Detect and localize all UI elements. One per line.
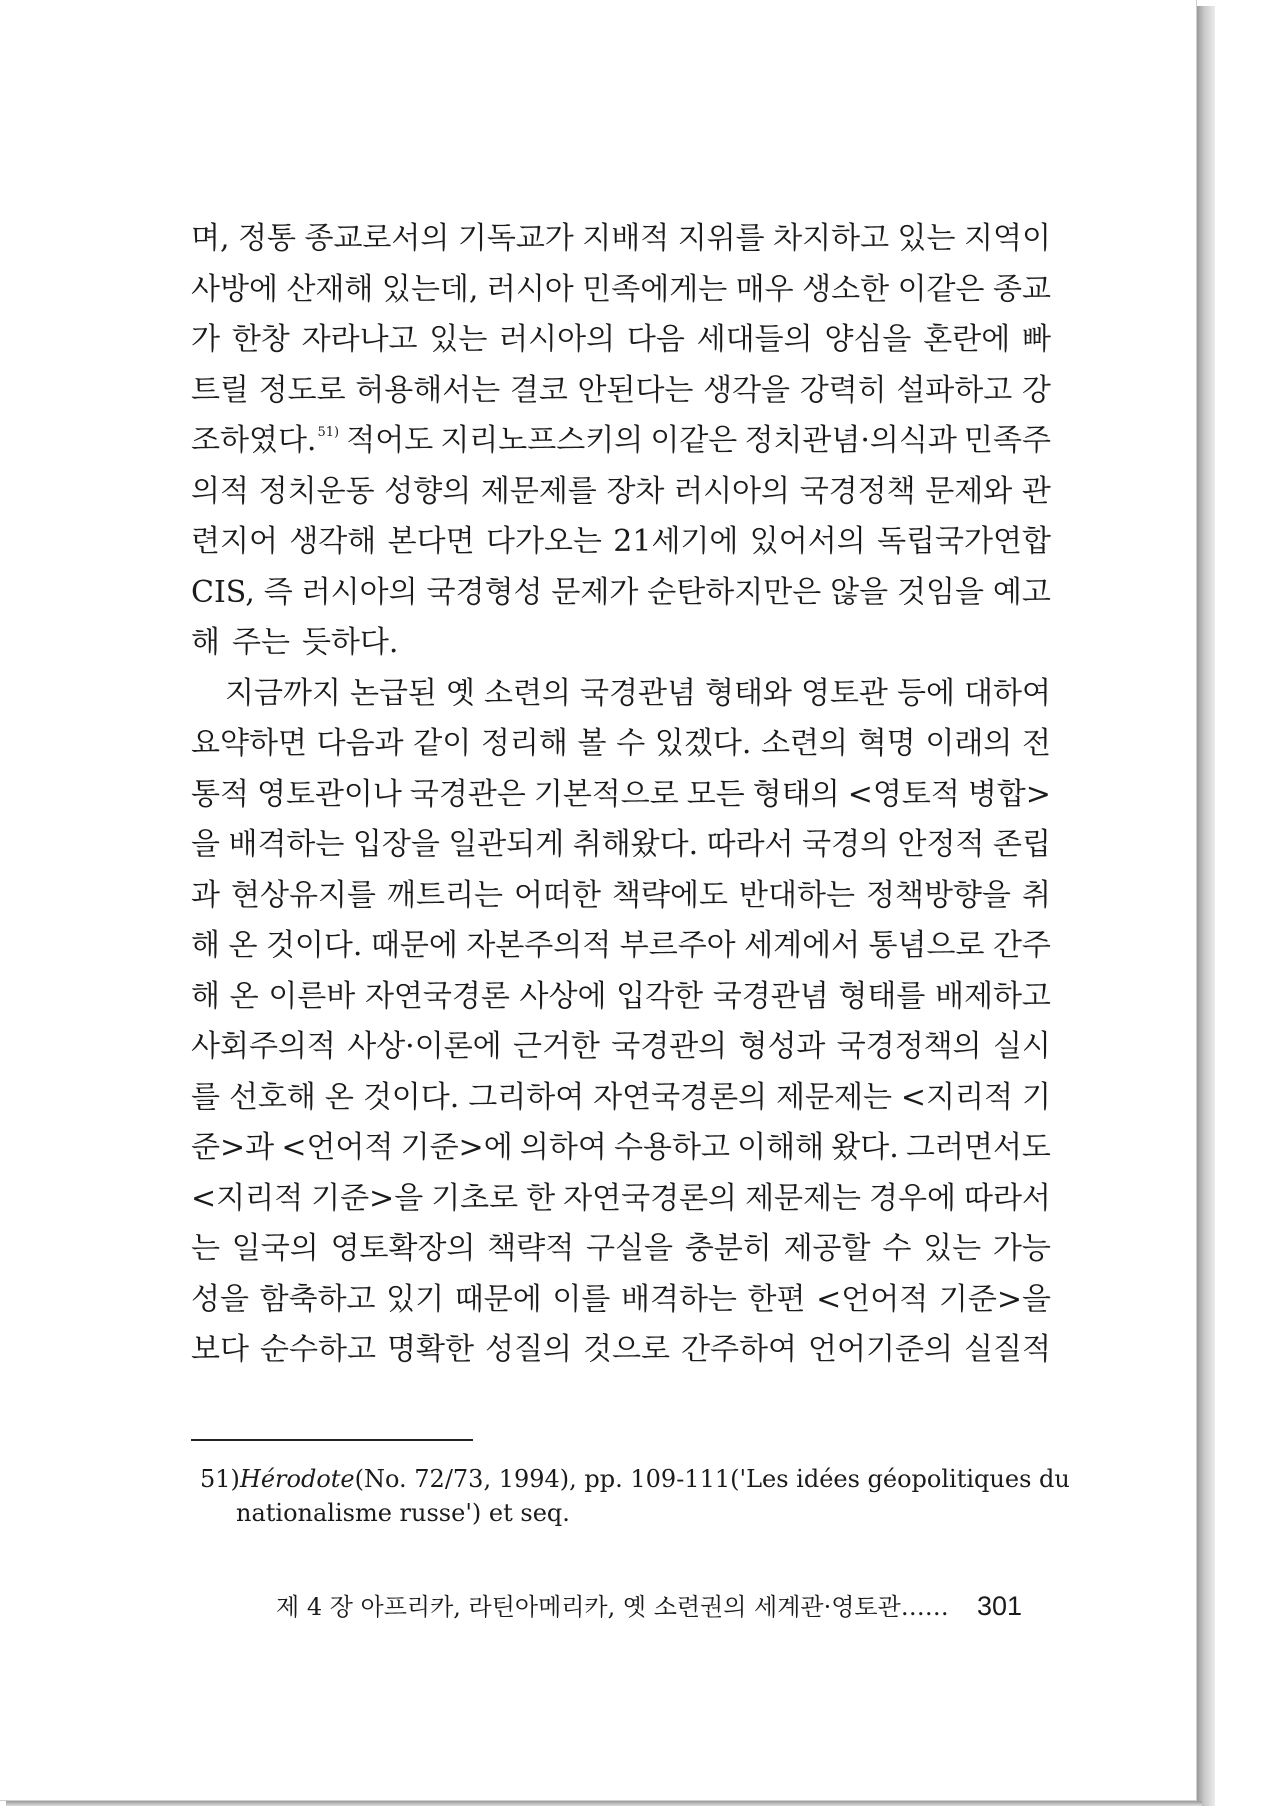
word: 따라서 xyxy=(963,1180,1051,1216)
word: 소련의 xyxy=(761,726,849,761)
word: 간주하여 xyxy=(681,1332,797,1367)
word: 보다 xyxy=(191,1332,249,1367)
word: 그러면서도 xyxy=(906,1130,1051,1165)
word: 병합> xyxy=(967,776,1051,812)
word: 통적 xyxy=(191,776,249,812)
word: 기준>을 xyxy=(938,1281,1051,1317)
word: 제문제를 xyxy=(480,473,597,509)
word: 어떠한 xyxy=(514,877,601,913)
word: 소련의 xyxy=(484,675,571,711)
word: 제공할 xyxy=(783,1231,871,1266)
word: 정책방향을 xyxy=(865,877,1011,913)
word: 안된다는 xyxy=(577,372,694,408)
word: 즉 xyxy=(263,574,293,610)
word: 혁명 xyxy=(857,726,916,761)
word: 것이다. xyxy=(265,928,363,963)
word: 결코 xyxy=(509,372,568,408)
word: 사상·이론에 xyxy=(347,1029,502,1064)
word: 명확한 xyxy=(387,1332,474,1367)
word: 있겠다. xyxy=(654,726,752,761)
word: 입장을 xyxy=(352,827,440,862)
word: 조하였다.$^{51)}$ xyxy=(191,423,340,458)
word: 있기 xyxy=(386,1281,445,1317)
word: 자본주의적 xyxy=(466,928,612,963)
word: CIS, xyxy=(191,574,255,610)
word: 함축하고 xyxy=(259,1281,376,1317)
page-number: 301 xyxy=(976,1591,1022,1621)
word: 취해왔다. xyxy=(572,827,699,862)
word: 언어기준의 xyxy=(808,1332,953,1367)
word: 종교 xyxy=(993,271,1051,307)
word: 양심을 xyxy=(824,322,912,357)
word: 배격하는 xyxy=(620,1281,737,1317)
word: 기독교가 xyxy=(457,221,574,256)
word: <지리적 xyxy=(900,1079,1013,1115)
word: 지위를 xyxy=(677,221,765,256)
word: 기 xyxy=(1021,1079,1051,1115)
word: 다음과 xyxy=(316,726,404,761)
word: 형태와 xyxy=(704,675,792,711)
word: 통념으로 xyxy=(868,928,985,963)
word: 지리노프스키의 xyxy=(440,423,644,458)
word: 를 xyxy=(191,1079,220,1115)
word: 해 xyxy=(191,978,220,1014)
word: 성향의 xyxy=(384,473,472,509)
text-line xyxy=(191,972,1051,1023)
text-line xyxy=(191,416,1051,467)
text-line xyxy=(191,921,1051,972)
word: 세계에서 xyxy=(744,928,861,963)
word: 빠 xyxy=(1022,322,1051,357)
word: 자연국경론의 xyxy=(593,1079,768,1115)
word: 그리하여 xyxy=(468,1079,585,1115)
word: <언어적 xyxy=(816,1281,929,1317)
word: 러시아 xyxy=(486,271,574,307)
word: 순탄하지만은 xyxy=(647,574,822,610)
word: 세대들의 xyxy=(696,322,813,357)
word: 왔다. xyxy=(831,1130,899,1165)
footnote-separator xyxy=(191,1439,473,1441)
word: 안정적 xyxy=(897,827,985,862)
footnote-source-title: Hérodote xyxy=(239,1465,355,1493)
footnote-reference[interactable]: 51) xyxy=(317,425,340,440)
word: 가 xyxy=(191,322,220,357)
word: 이른바 xyxy=(268,978,356,1014)
text-line xyxy=(191,366,1051,417)
text-line xyxy=(191,1123,1051,1174)
footnote-line-1 xyxy=(200,1462,1070,1496)
word: 볼 xyxy=(577,726,607,761)
word: 근거한 xyxy=(512,1029,600,1064)
word: 깨트리는 xyxy=(387,877,503,913)
word: 정통 xyxy=(238,221,296,256)
word: 자연국경론 xyxy=(364,978,510,1014)
word: 있는 xyxy=(429,322,488,357)
word: 책략에도 xyxy=(612,877,728,913)
word: 산재해 xyxy=(286,271,374,307)
word: 형성과 xyxy=(738,1029,826,1064)
word: 적어도 xyxy=(346,423,434,458)
word: 정치운동 xyxy=(258,473,375,509)
word: 자연국경론의 xyxy=(563,1180,738,1216)
word: 며, xyxy=(191,221,230,256)
word: 을 xyxy=(191,827,220,862)
word: 전 xyxy=(1022,726,1051,761)
word: 21세기에 xyxy=(613,524,739,559)
footnote xyxy=(200,1462,1070,1530)
word: 이래의 xyxy=(925,726,1013,761)
word: 강 xyxy=(1021,372,1051,408)
word: 정치관념·의식과 xyxy=(744,423,957,458)
word: 논급된 xyxy=(349,675,437,711)
footnote-line-2 xyxy=(200,1496,1052,1530)
word: 요약하면 xyxy=(191,726,307,761)
word: 한편 xyxy=(747,1281,806,1317)
word: 것으로 xyxy=(583,1332,670,1367)
word: 대하여 xyxy=(963,675,1051,711)
word: 트릴 xyxy=(191,372,249,408)
text-line xyxy=(191,467,1051,518)
word: 해 xyxy=(191,928,220,963)
text-line xyxy=(191,1174,1051,1225)
word: 정도로 xyxy=(258,372,346,408)
word: 구실을 xyxy=(586,1231,673,1266)
word: 순수하고 xyxy=(260,1332,376,1367)
word: 지역이 xyxy=(964,221,1051,256)
word: 의적 xyxy=(191,473,249,509)
word: 혼란에 xyxy=(923,322,1011,357)
word: 것임을 xyxy=(897,574,984,610)
word: 문제와 xyxy=(925,473,1013,509)
word: 제문제는 xyxy=(745,1180,861,1216)
word: 영토확장의 xyxy=(330,1231,476,1266)
word: 선호해 xyxy=(228,1079,316,1115)
word: 다음 xyxy=(626,322,685,357)
word: 이를 xyxy=(552,1281,611,1317)
word: 있어서의 xyxy=(749,524,866,559)
text-line xyxy=(191,1325,1051,1376)
word: 한창 xyxy=(231,322,290,357)
word: 과 xyxy=(191,877,220,913)
word: 온 xyxy=(229,978,259,1014)
word: 같이 xyxy=(413,726,472,761)
word: 국경관의 xyxy=(611,1029,728,1064)
text-line xyxy=(191,719,1051,770)
word: 있는 xyxy=(897,221,956,256)
word: 듯하다. xyxy=(301,625,399,660)
word: 생각을 xyxy=(703,372,791,408)
word: 차지하고 xyxy=(773,221,890,256)
page-bottom-shadow xyxy=(6,1801,1202,1806)
word: 관 xyxy=(1021,473,1051,509)
word: 한 xyxy=(526,1180,556,1216)
word: <지리적 xyxy=(191,1180,304,1216)
text-line xyxy=(191,618,1051,669)
word: <언어적 xyxy=(281,1130,394,1165)
word: 실시 xyxy=(992,1029,1051,1064)
word: 것이다. xyxy=(362,1079,460,1115)
word: 온 xyxy=(228,928,258,963)
word: 기초로 xyxy=(431,1180,519,1216)
word: 국경관념 xyxy=(580,675,696,711)
word: 자라나고 xyxy=(301,322,418,357)
word: 배제하고 xyxy=(934,978,1051,1014)
footnote-citation-cont: nationalisme russe') et seq. xyxy=(236,1499,570,1527)
word: 생소한 xyxy=(802,271,890,307)
word: 지금까지 xyxy=(225,675,341,711)
word: 사회주의적 xyxy=(191,1029,336,1064)
word: 때문에 xyxy=(370,928,458,963)
word: 다가오는 xyxy=(485,524,602,559)
running-footer xyxy=(276,1587,1022,1622)
word: 국경정책의 xyxy=(836,1029,982,1064)
word: 는 xyxy=(191,1231,220,1266)
word: 책략적 xyxy=(487,1231,575,1266)
word: 러시아의 xyxy=(301,574,418,610)
word: 배격하는 xyxy=(228,827,345,862)
word: 가능 xyxy=(992,1231,1051,1266)
chapter-title: 제 4 장 아프리카, 라틴아메리카, 옛 소련권의 세계관·영토관…… xyxy=(276,1593,949,1621)
word: 민족주 xyxy=(963,423,1051,458)
word: 취 xyxy=(1021,877,1051,913)
word: 정리해 xyxy=(480,726,568,761)
word: 성을 xyxy=(191,1281,249,1317)
word: 제문제는 xyxy=(776,1079,892,1115)
word: 옛 xyxy=(445,675,475,711)
word: 생각해 xyxy=(289,524,377,559)
word: 성질의 xyxy=(485,1332,572,1367)
footnote-citation: (No. 72/73, 1994), pp. 109-111('Les idées géopolitiques du xyxy=(354,1465,1070,1493)
word: 종교로서의 xyxy=(304,221,450,256)
word: 설파하고 xyxy=(896,372,1013,408)
text-line xyxy=(191,265,1051,316)
text-line xyxy=(191,214,1051,265)
word: 않을 xyxy=(830,574,889,610)
word: 독립국가연합 xyxy=(877,524,1051,559)
word: 매우 xyxy=(735,271,794,307)
word: 국경관은 xyxy=(409,776,526,812)
text-line xyxy=(191,568,1051,619)
word: 충분히 xyxy=(684,1231,772,1266)
word: <영토적 xyxy=(847,776,960,812)
text-line xyxy=(191,871,1051,922)
text-line xyxy=(191,1275,1051,1326)
word: 이해해 xyxy=(737,1130,825,1165)
page-edge-shadow xyxy=(1197,6,1215,1806)
word: 지배적 xyxy=(582,221,670,256)
text-line xyxy=(191,315,1051,366)
footnote-number: 51) xyxy=(200,1465,240,1493)
word: 형태를 xyxy=(838,978,926,1014)
text-line xyxy=(191,517,1051,568)
word: 현상유지를 xyxy=(231,877,376,913)
word: 해 xyxy=(191,625,220,660)
word: 사방에 xyxy=(191,271,278,307)
body-text xyxy=(191,214,1051,1376)
word: 등에 xyxy=(896,675,955,711)
word: 사상에 xyxy=(519,978,607,1014)
word: 이같은 xyxy=(650,423,738,458)
word: 기준>에 xyxy=(400,1130,513,1165)
text-line xyxy=(191,770,1051,821)
word: 부르주아 xyxy=(619,928,736,963)
word: 민족에게는 xyxy=(582,271,728,307)
word: 존립 xyxy=(992,827,1051,862)
word: 러시아의 xyxy=(674,473,791,509)
word: 모든 xyxy=(686,776,745,812)
word: 일국의 xyxy=(231,1231,319,1266)
text-line xyxy=(191,669,1051,720)
text-line xyxy=(191,820,1051,871)
word: 기준>을 xyxy=(311,1180,424,1216)
word: 준>과 xyxy=(191,1130,275,1165)
word: 기본적으로 xyxy=(533,776,679,812)
word: 반대하는 xyxy=(739,877,855,913)
text-line xyxy=(191,1224,1051,1275)
word: 예고 xyxy=(992,574,1051,610)
word: 련지어 xyxy=(191,524,278,559)
word: 본다면 xyxy=(387,524,475,559)
text-line xyxy=(191,1073,1051,1124)
word: 수 xyxy=(616,726,646,761)
word: 수용하고 xyxy=(614,1130,730,1165)
word: 실질적 xyxy=(964,1332,1051,1367)
text-line xyxy=(191,1022,1051,1073)
word: 국경관념 xyxy=(712,978,829,1014)
word: 장차 xyxy=(606,473,665,509)
word: 경우에 xyxy=(869,1180,956,1216)
word: 때문에 xyxy=(454,1281,542,1317)
word: 일관되게 xyxy=(448,827,565,862)
word: 있는데, xyxy=(381,271,479,307)
word: 따라서 xyxy=(706,827,794,862)
word: 형태의 xyxy=(752,776,840,812)
word: 강력히 xyxy=(799,372,887,408)
word: 문제가 xyxy=(551,574,639,610)
word: 입각한 xyxy=(616,978,704,1014)
word: 간주 xyxy=(992,928,1051,963)
word: 있는 xyxy=(923,1231,982,1266)
word: 영토관 xyxy=(800,675,888,711)
word: 러시아의 xyxy=(499,322,616,357)
word: 영토관이나 xyxy=(256,776,402,812)
word: 허용해서는 xyxy=(355,372,501,408)
word: 이같은 xyxy=(897,271,985,307)
word: 수 xyxy=(882,1231,912,1266)
word: 국경정책 xyxy=(799,473,916,509)
word: 의하여 xyxy=(519,1130,607,1165)
word: 온 xyxy=(324,1079,354,1115)
word: 국경의 xyxy=(802,827,890,862)
word: 국경형성 xyxy=(426,574,543,610)
word: 주는 xyxy=(231,625,290,660)
